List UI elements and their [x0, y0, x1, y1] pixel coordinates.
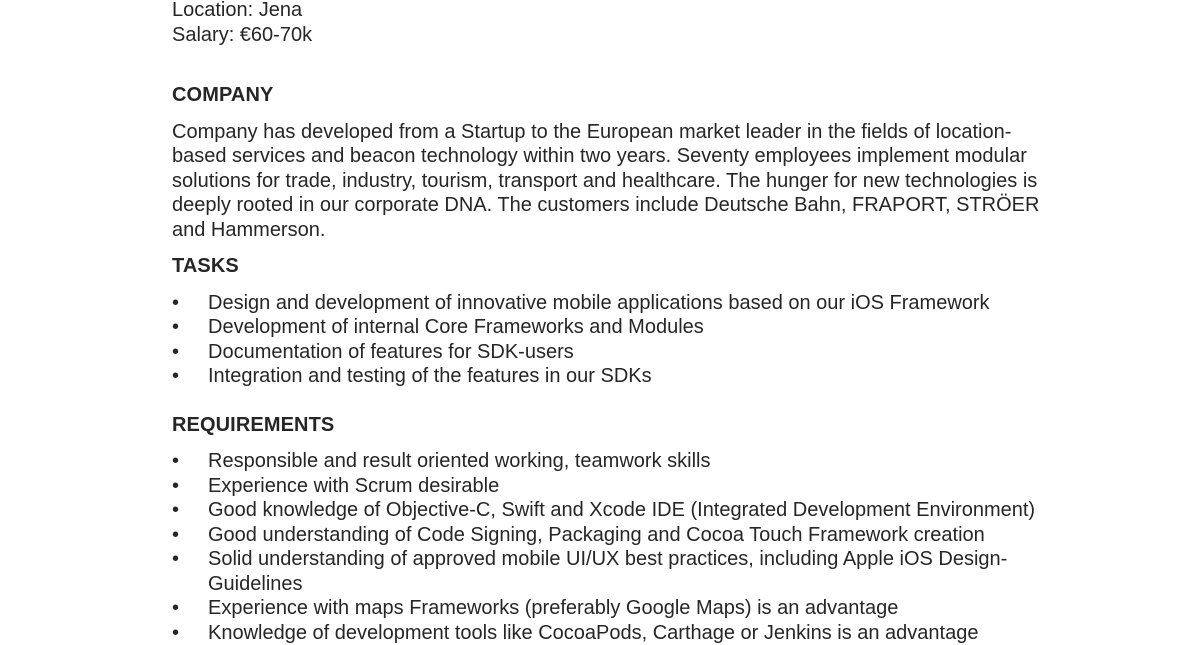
- list-item: [172, 523, 1132, 548]
- spacer: [172, 279, 1132, 291]
- company-paragraph: [172, 120, 1132, 243]
- location-line: Location: Jena: [172, 0, 1132, 23]
- spacer: [172, 242, 1132, 254]
- bullet-icon: •: [172, 547, 184, 572]
- salary-line: Salary: €60-70k: [172, 23, 1132, 48]
- bullet-icon: •: [172, 315, 184, 340]
- requirement-text: Experience with maps Frameworks (preferably Google Maps) is an advantage: [208, 596, 1132, 621]
- spacer: [172, 437, 1132, 449]
- list-item: [172, 621, 1132, 645]
- list-item: [172, 364, 1132, 389]
- company-paragraph-line: solutions for trade, industry, tourism, transport and healthcare. The hunger for new technologies is: [172, 169, 1132, 194]
- task-text: Documentation of features for SDK-users: [208, 340, 1132, 365]
- task-text: Integration and testing of the features in our SDKs: [208, 364, 1132, 389]
- bullet-icon: •: [172, 340, 184, 365]
- bullet-icon: •: [172, 621, 184, 645]
- bullet-icon: •: [172, 596, 184, 621]
- bullet-icon: •: [172, 523, 184, 548]
- requirement-text: Knowledge of development tools like CocoaPods, Carthage or Jenkins is an advantage: [208, 621, 1132, 645]
- bullet-icon: •: [172, 364, 184, 389]
- company-paragraph-line: Company has developed from a Startup to the European market leader in the fields of location-: [172, 120, 1132, 145]
- bullet-icon: •: [172, 474, 184, 499]
- spacer: [172, 47, 1132, 83]
- requirement-text: Solid understanding of approved mobile UI/UX best practices, including Apple iOS Design-: [208, 547, 1132, 572]
- list-item: [172, 449, 1132, 474]
- list-item: [172, 474, 1132, 499]
- requirements-list: [172, 449, 1132, 645]
- task-text: Design and development of innovative mobile applications based on our iOS Framework: [208, 291, 1132, 316]
- list-item: [172, 596, 1132, 621]
- spacer: [172, 389, 1132, 413]
- company-paragraph-line: based services and beacon technology within two years. Seventy employees implement modular: [172, 144, 1132, 169]
- list-item: [172, 291, 1132, 316]
- list-item: [172, 547, 1132, 596]
- list-item: [172, 498, 1132, 523]
- requirements-heading: REQUIREMENTS: [172, 413, 1132, 438]
- tasks-heading: TASKS: [172, 254, 1132, 279]
- requirement-text: Experience with Scrum desirable: [208, 474, 1132, 499]
- bullet-icon: •: [172, 291, 184, 316]
- list-item: [172, 315, 1132, 340]
- task-text: Development of internal Core Frameworks and Modules: [208, 315, 1132, 340]
- requirement-text: Good knowledge of Objective-C, Swift and Xcode IDE (Integrated Development Environment): [208, 498, 1132, 523]
- document-page: [172, 0, 1132, 645]
- company-paragraph-line: and Hammerson.: [172, 218, 1132, 243]
- list-item: [172, 340, 1132, 365]
- bullet-icon: •: [172, 498, 184, 523]
- company-heading: COMPANY: [172, 83, 1132, 108]
- bullet-icon: •: [172, 449, 184, 474]
- tasks-list: [172, 291, 1132, 389]
- company-paragraph-line: deeply rooted in our corporate DNA. The customers include Deutsche Bahn, FRAPORT, STRÖER: [172, 193, 1132, 218]
- requirement-text-continuation: Guidelines: [208, 572, 1132, 597]
- requirement-text: Good understanding of Code Signing, Packaging and Cocoa Touch Framework creation: [208, 523, 1132, 548]
- spacer: [172, 108, 1132, 120]
- requirement-text: Responsible and result oriented working, teamwork skills: [208, 449, 1132, 474]
